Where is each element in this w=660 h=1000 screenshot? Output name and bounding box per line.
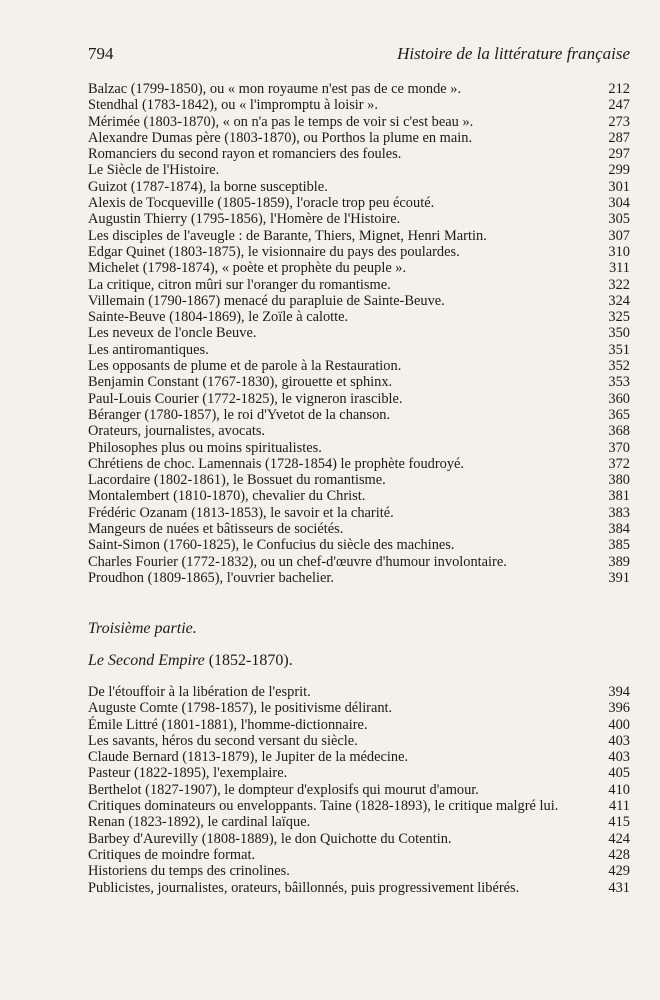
toc-entry-page: 322 [608, 276, 630, 293]
toc-entry-title: Villemain (1790-1867) menacé du parapluie de Sainte-Beuve. [88, 292, 445, 309]
toc-entry-title: Lacordaire (1802-1861), le Bossuet du romantisme. [88, 472, 386, 489]
toc-entry-page: 428 [608, 846, 630, 863]
toc-entry-title: Charles Fourier (1772-1832), ou un chef-d'œuvre d'humour involontaire. [88, 553, 507, 570]
toc-entry-title: Les disciples de l'aveugle : de Barante, Thiers, Mignet, Henri Martin. [88, 227, 487, 244]
toc-entry-page: 431 [608, 879, 630, 896]
toc-entry-title: Romanciers du second rayon et romanciers des foules. [88, 146, 402, 163]
toc-entry-page: 396 [608, 700, 630, 717]
toc-entry-page: 304 [608, 195, 630, 212]
toc-entry-page: 385 [608, 537, 630, 554]
toc-entry-page: 391 [608, 569, 630, 586]
toc-entry-title: Michelet (1798-1874), « poète et prophète du peuple ». [88, 260, 407, 277]
section-title-years: (1852-1870). [208, 652, 293, 669]
toc-entry-page: 403 [608, 732, 630, 749]
toc-entry [88, 700, 630, 716]
toc-entry-page: 247 [608, 97, 630, 114]
toc-entry [88, 505, 630, 521]
toc-entry-title: Paul-Louis Courier (1772-1825), le vigneron irascible. [88, 390, 403, 407]
toc-entry-title: Alexis de Tocqueville (1805-1859), l'oracle trop peu écouté. [88, 195, 435, 212]
toc-entry [88, 309, 630, 325]
toc-entry [88, 765, 630, 781]
toc-entry-page: 311 [608, 260, 630, 277]
toc-entry-page: 324 [608, 292, 630, 309]
toc-entry [88, 277, 630, 293]
toc-entry-title: Montalembert (1810-1870), chevalier du Christ. [88, 488, 366, 505]
toc-entry [88, 260, 630, 276]
toc-entry-page: 297 [608, 146, 630, 163]
toc-entry-page: 383 [608, 504, 630, 521]
toc-entry [88, 423, 630, 439]
toc-entry [88, 342, 630, 358]
toc-entry [88, 81, 630, 97]
toc-entry-title: Publicistes, journalistes, orateurs, bâillonnés, puis progressivement libérés. [88, 879, 520, 896]
toc-entry [88, 814, 630, 830]
toc-entry-page: 307 [608, 227, 630, 244]
toc-entry-page: 405 [608, 765, 630, 782]
toc-entry-title: Proudhon (1809-1865), l'ouvrier bachelier. [88, 569, 334, 586]
toc-entry-title: Claude Bernard (1813-1879), le Jupiter de la médecine. [88, 749, 409, 766]
toc-entry-title: Mérimée (1803-1870), « on n'a pas le temps de voir si c'est beau ». [88, 113, 474, 130]
page-header [88, 44, 630, 68]
toc-entry-title: De l'étouffoir à la libération de l'esprit. [88, 684, 311, 700]
toc-entry-title: Stendhal (1783-1842), ou « l'impromptu à loisir ». [88, 97, 378, 114]
toc-entry [88, 130, 630, 146]
toc-entry [88, 228, 630, 244]
toc-entry-page: 352 [608, 358, 630, 375]
toc-entry [88, 472, 630, 488]
toc-entry [88, 407, 630, 423]
toc-entry-title: Balzac (1799-1850), ou « mon royaume n'est pas de ce monde ». [88, 81, 462, 97]
toc-entry-page: 429 [608, 863, 630, 880]
toc-entry-title: La critique, citron mûri sur l'oranger du romantisme. [88, 276, 391, 293]
toc-entry-page: 305 [608, 211, 630, 228]
toc-entry [88, 880, 630, 896]
toc-entry-title: Sainte-Beuve (1804-1869), le Zoïle à calotte. [88, 309, 349, 326]
toc-entry [88, 195, 630, 211]
toc-entry [88, 684, 630, 700]
toc-entry-page: 400 [608, 716, 630, 733]
toc-entry-title: Augustin Thierry (1795-1856), l'Homère de l'Histoire. [88, 211, 401, 228]
toc-entry [88, 717, 630, 733]
toc-entry [88, 537, 630, 553]
toc-entry-title: Émile Littré (1801-1881), l'homme-dictionnaire. [88, 716, 368, 733]
toc-entry-title: Les savants, héros du second versant du siècle. [88, 732, 358, 749]
section-title [88, 652, 293, 670]
toc-entry-page: 415 [608, 814, 630, 831]
toc-entry [88, 798, 630, 814]
toc-entry-page: 370 [608, 439, 630, 456]
toc-entry-title: Berthelot (1827-1907), le dompteur d'explosifs qui mourut d'amour. [88, 781, 479, 798]
toc-entry [88, 863, 630, 879]
toc-entry [88, 456, 630, 472]
toc-entry-page: 351 [608, 341, 630, 358]
toc-entry-title: Le Siècle de l'Histoire. [88, 162, 220, 179]
toc-entry-page: 350 [608, 325, 630, 342]
toc-entry [88, 325, 630, 341]
toc-entry-title: Frédéric Ozanam (1813-1853), le savoir et la charité. [88, 504, 394, 521]
toc-entry-title: Saint-Simon (1760-1825), le Confucius du siècle des machines. [88, 537, 455, 554]
toc-entry-page: 353 [608, 374, 630, 391]
toc-entry-page: 360 [608, 390, 630, 407]
toc-entry [88, 162, 630, 178]
toc-entry-title: Béranger (1780-1857), le roi d'Yvetot de la chanson. [88, 406, 391, 423]
toc-entry-page: 325 [608, 309, 630, 326]
toc-entry-title: Pasteur (1822-1895), l'exemplaire. [88, 765, 288, 782]
section-title-name: Le Second Empire [88, 652, 205, 669]
toc-entry [88, 570, 630, 586]
page-number: 794 [88, 44, 114, 63]
toc-entry [88, 488, 630, 504]
toc-entry-title: Chrétiens de choc. Lamennais (1728-1854) le prophète foudroyé. [88, 455, 465, 472]
toc-entry-title: Barbey d'Aurevilly (1808-1889), le don Quichotte du Cotentin. [88, 830, 452, 847]
toc-entry-title: Critiques de moindre format. [88, 846, 256, 863]
toc-entry-page: 411 [608, 798, 630, 815]
toc-entry [88, 782, 630, 798]
toc-entry-page: 310 [608, 243, 630, 260]
toc-entry [88, 358, 630, 374]
toc-entry-page: 410 [608, 781, 630, 798]
toc-entry-page: 384 [608, 521, 630, 538]
toc-entry [88, 391, 630, 407]
toc-entry-page: 365 [608, 406, 630, 423]
toc-entry [88, 440, 630, 456]
toc-entry [88, 114, 630, 130]
toc-entry [88, 179, 630, 195]
toc-entry-title: Mangeurs de nuées et bâtisseurs de sociétés. [88, 521, 344, 538]
toc-entry-title: Orateurs, journalistes, avocats. [88, 423, 266, 440]
toc-entry-title: Les opposants de plume et de parole à la Restauration. [88, 358, 402, 375]
toc-entry [88, 847, 630, 863]
toc-entry-page: 212 [608, 81, 630, 97]
toc-entry [88, 374, 630, 390]
toc-entry [88, 244, 630, 260]
toc-entry-page: 301 [608, 178, 630, 195]
toc-list-part-two [88, 81, 630, 586]
toc-entry-title: Benjamin Constant (1767-1830), girouette et sphinx. [88, 374, 393, 391]
toc-entry [88, 97, 630, 113]
toc-list-second-empire [88, 684, 630, 896]
toc-entry [88, 749, 630, 765]
toc-entry-page: 372 [608, 455, 630, 472]
toc-entry-page: 389 [608, 553, 630, 570]
toc-entry-title: Philosophes plus ou moins spiritualistes. [88, 439, 322, 456]
toc-entry-page: 424 [608, 830, 630, 847]
running-title: Histoire de la littérature française [397, 44, 630, 63]
toc-entry-title: Alexandre Dumas père (1803-1870), ou Porthos la plume en main. [88, 129, 473, 146]
toc-entry [88, 521, 630, 537]
toc-entry-title: Edgar Quinet (1803-1875), le visionnaire du pays des poulardes. [88, 243, 460, 260]
toc-entry [88, 146, 630, 162]
toc-entry-page: 380 [608, 472, 630, 489]
toc-entry [88, 733, 630, 749]
toc-entry-page: 368 [608, 423, 630, 440]
toc-entry [88, 293, 630, 309]
toc-entry-page: 287 [608, 129, 630, 146]
toc-entry [88, 211, 630, 227]
toc-entry [88, 554, 630, 570]
toc-entry-title: Les antiromantiques. [88, 341, 209, 358]
toc-entry-page: 381 [608, 488, 630, 505]
toc-entry-title: Les neveux de l'oncle Beuve. [88, 325, 257, 342]
toc-entry-title: Renan (1823-1892), le cardinal laïque. [88, 814, 311, 831]
toc-entry-title: Critiques dominateurs ou enveloppants. Taine (1828-1893), le critique malgré lui. [88, 798, 559, 815]
toc-entry-title: Historiens du temps des crinolines. [88, 863, 290, 880]
toc-entry-page: 394 [608, 684, 630, 700]
toc-entry-page: 273 [608, 113, 630, 130]
toc-entry-title: Guizot (1787-1874), la borne susceptible. [88, 178, 328, 195]
toc-entry-page: 403 [608, 749, 630, 766]
toc-entry-title: Auguste Comte (1798-1857), le positivisme délirant. [88, 700, 393, 717]
toc-entry-page: 299 [608, 162, 630, 179]
part-title: Troisième partie. [88, 620, 197, 637]
toc-entry [88, 831, 630, 847]
